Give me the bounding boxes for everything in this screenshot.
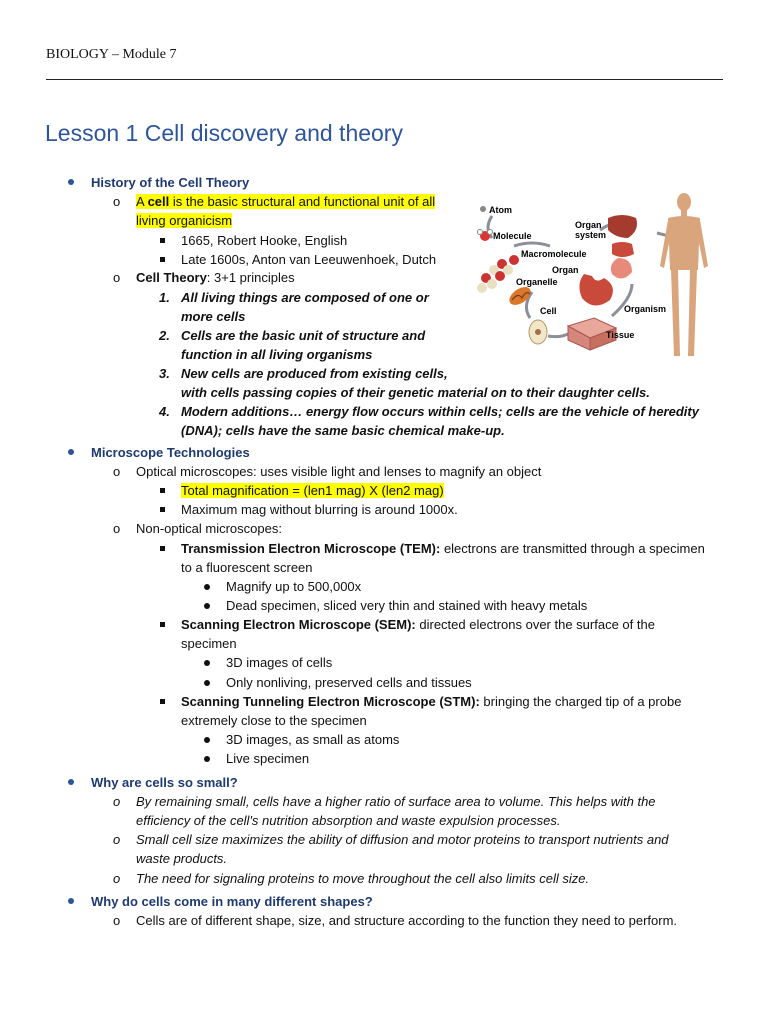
cell-definition-line-1: A cell is the basic structural and functional unit of all: [136, 194, 436, 209]
bullet-dot: [68, 449, 74, 455]
square-bullet: [160, 546, 165, 551]
levels-of-organization-figure: [472, 188, 712, 360]
circle-bullet: o: [113, 521, 121, 536]
round-bullet: [204, 737, 210, 743]
round-bullet: [204, 603, 210, 609]
circle-bullet: o: [113, 194, 121, 209]
principle-4-line-1: Modern additions… energy flow occurs within cells; cells are the vehicle of heredity: [181, 404, 699, 419]
round-bullet: [204, 680, 210, 686]
section-heading-cell-theory: History of the Cell Theory: [91, 175, 250, 190]
tem-line-2: to a fluorescent screen: [181, 560, 313, 575]
label-cell: Cell: [540, 306, 557, 316]
atom-icon: [480, 206, 486, 212]
principle-number: 2.: [159, 328, 170, 343]
circle-bullet: o: [113, 794, 121, 809]
circle-bullet: o: [113, 464, 121, 479]
circle-bullet: o: [113, 871, 121, 886]
stm-line-2: extremely close to the specimen: [181, 713, 367, 728]
small-cells-a-line-2: efficiency of the cell's nutrition absorption and waste expulsion processes.: [136, 813, 561, 828]
sem-line-1: Scanning Electron Microscope (SEM): directed electrons over the surface of the: [181, 617, 655, 632]
section-heading-small-cells: Why are cells so small?: [91, 775, 238, 790]
principle-1-line-2: more cells: [181, 309, 246, 324]
circle-bullet: o: [113, 913, 121, 928]
principle-number: 3.: [159, 366, 170, 381]
label-atom: Atom: [489, 205, 512, 215]
sem-nonliving: Only nonliving, preserved cells and tissues: [226, 675, 472, 690]
label-macromolecule: Macromolecule: [521, 249, 587, 259]
square-bullet: [160, 622, 165, 627]
label-organelle: Organelle: [516, 277, 558, 287]
header-rule: [46, 79, 723, 80]
total-magnification: Total magnification = (len1 mag) X (len2 mag): [181, 483, 444, 498]
square-bullet: [160, 507, 165, 512]
stm-live: Live specimen: [226, 751, 310, 766]
principle-3-line-2: with cells passing copies of their genetic material on to their daughter cells.: [181, 385, 650, 400]
circle-bullet: o: [113, 270, 121, 285]
stomach-icon: [579, 274, 612, 306]
label-tissue: Tissue: [606, 330, 635, 340]
hooke-item: 1665, Robert Hooke, English: [181, 233, 348, 248]
square-bullet: [160, 488, 165, 493]
sem-3d: 3D images of cells: [226, 655, 333, 670]
bullet-dot: [68, 179, 74, 185]
label-organ-system-1: Organ: [575, 220, 602, 230]
principle-number: 1.: [159, 290, 170, 305]
principle-3-line-1: New cells are produced from existing cells,: [181, 366, 448, 381]
bullet-dot: [68, 898, 74, 904]
principle-2-line-2: function in all living organisms: [181, 347, 373, 362]
small-cells-c: The need for signaling proteins to move throughout the cell also limits cell size.: [136, 871, 590, 886]
square-bullet: [160, 699, 165, 704]
label-organ-system-2: system: [575, 230, 607, 240]
circle-bullet: o: [113, 832, 121, 847]
document-header: BIOLOGY – Module 7: [46, 47, 177, 62]
section-heading-shapes: Why do cells come in many different shapes?: [91, 894, 373, 909]
human-figure-icon: [660, 193, 708, 356]
leeuwenhoek-item: Late 1600s, Anton van Leeuwenhoek, Dutch: [181, 252, 437, 267]
macromolecule-icon: [477, 255, 519, 293]
principle-number: 4.: [159, 404, 170, 419]
non-optical-microscopes: Non-optical microscopes:: [136, 521, 282, 536]
sem-line-2: specimen: [181, 636, 237, 651]
optical-microscopes: Optical microscopes: uses visible light and lenses to magnify an object: [136, 464, 542, 479]
organ-system-icon: [608, 215, 637, 279]
label-organ: Organ: [552, 265, 579, 275]
principle-2-line-1: Cells are the basic unit of structure and: [181, 328, 426, 343]
round-bullet: [204, 660, 210, 666]
tem-magnify: Magnify up to 500,000x: [226, 579, 362, 594]
cell-theory-line: Cell Theory: 3+1 principles: [136, 270, 295, 285]
stm-line-1: Scanning Tunneling Electron Microscope (STM): bringing the charged tip of a probe: [181, 694, 682, 709]
tem-line-1: Transmission Electron Microscope (TEM): electrons are transmitted through a specimen: [181, 541, 705, 556]
lesson-title: Lesson 1 Cell discovery and theory: [45, 120, 403, 146]
section-heading-microscope: Microscope Technologies: [91, 445, 250, 460]
principle-1-line-1: All living things are composed of one or: [181, 290, 429, 305]
shapes-a: Cells are of different shape, size, and structure according to the function they need to perform.: [136, 913, 678, 928]
bullet-dot: [68, 779, 74, 785]
label-organism: Organism: [624, 304, 667, 314]
cell-definition-line-2: living organicism: [136, 213, 233, 228]
small-cells-b-line-1: Small cell size maximizes the ability of diffusion and motor proteins to transport nutrients and: [136, 832, 669, 847]
tem-specimen: Dead specimen, sliced very thin and stained with heavy metals: [226, 598, 588, 613]
round-bullet: [204, 756, 210, 762]
label-molecule: Molecule: [493, 231, 532, 241]
principle-4-line-2: (DNA); cells have the same basic chemical make-up.: [181, 423, 505, 438]
square-bullet: [160, 238, 165, 243]
stm-3d: 3D images, as small as atoms: [226, 732, 400, 747]
small-cells-a-line-1: By remaining small, cells have a higher ratio of surface area to volume. This helps with the: [136, 794, 656, 809]
round-bullet: [204, 584, 210, 590]
square-bullet: [160, 257, 165, 262]
max-magnification: Maximum mag without blurring is around 1000x.: [181, 502, 458, 517]
small-cells-b-line-2: waste products.: [136, 851, 228, 866]
